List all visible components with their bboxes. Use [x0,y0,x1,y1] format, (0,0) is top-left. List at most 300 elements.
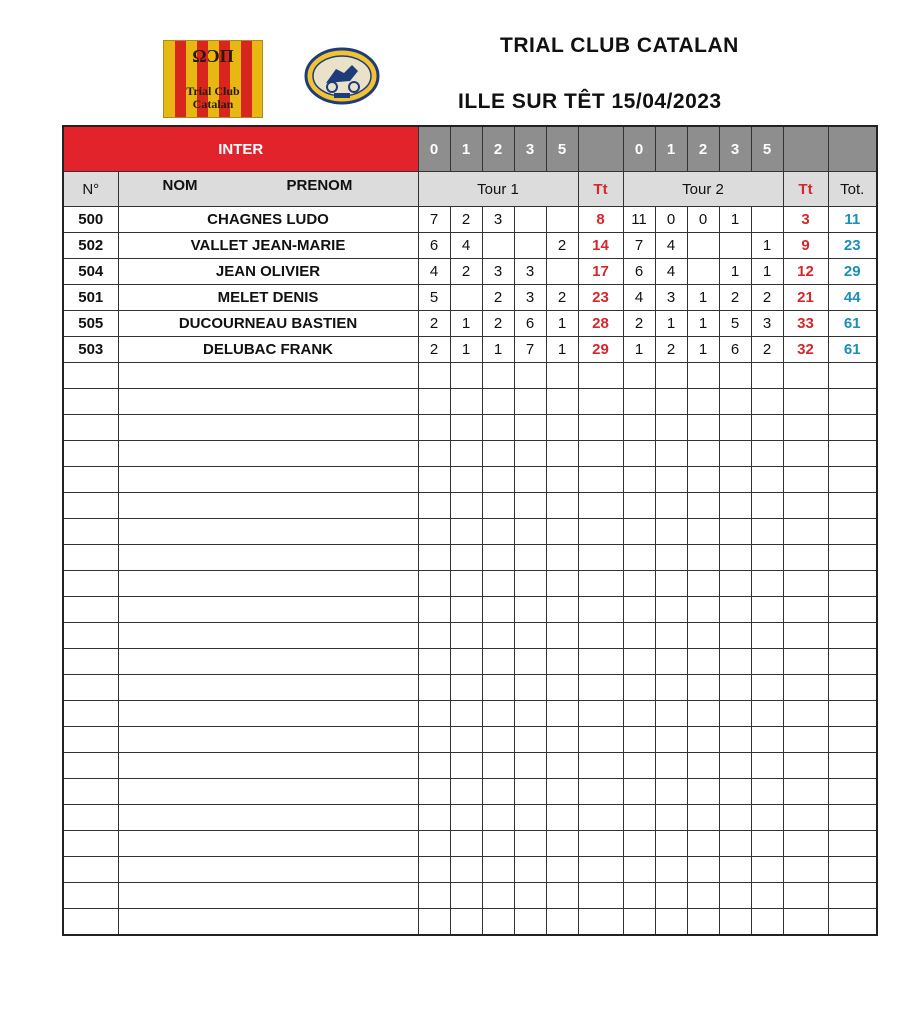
empty-cell [63,805,118,831]
empty-cell [118,363,418,389]
empty-cell [118,519,418,545]
tour2-count [687,259,719,285]
tour2-count: 1 [719,259,751,285]
empty-cell [828,701,877,727]
empty-cell [450,415,482,441]
empty-cell [63,857,118,883]
empty-cell [63,389,118,415]
tour1-pen-0: 0 [418,126,450,172]
tour1-total: 28 [578,311,623,337]
empty-cell [546,701,578,727]
empty-cell [783,415,828,441]
tour2-count: 1 [751,259,783,285]
empty-cell [719,597,751,623]
empty-cell [578,857,623,883]
empty-cell [482,519,514,545]
empty-cell [514,363,546,389]
empty-cell [514,493,546,519]
empty-cell [751,571,783,597]
tour2-count: 0 [687,207,719,233]
empty-cell [63,753,118,779]
empty-cell [655,623,687,649]
empty-cell [783,727,828,753]
empty-cell [751,597,783,623]
empty-cell [514,389,546,415]
empty-cell [418,883,450,909]
empty-cell [623,389,655,415]
table-row [63,259,877,285]
empty-cell [623,571,655,597]
empty-cell [118,415,418,441]
empty-cell [63,571,118,597]
overall-total: 11 [828,207,877,233]
empty-cell [783,779,828,805]
empty-cell [118,779,418,805]
tour2-count: 1 [687,311,719,337]
empty-cell [828,389,877,415]
empty-cell [655,779,687,805]
empty-cell [546,779,578,805]
empty-cell [783,649,828,675]
empty-cell [514,519,546,545]
empty-cell [719,909,751,936]
empty-cell [546,649,578,675]
tour2-count: 7 [623,233,655,259]
empty-cell [751,805,783,831]
tour1-count: 3 [514,285,546,311]
tour1-count: 2 [418,311,450,337]
empty-row [63,467,877,493]
tour1-count: 2 [450,207,482,233]
empty-cell [578,727,623,753]
empty-cell [546,597,578,623]
empty-cell [514,831,546,857]
empty-cell [751,467,783,493]
empty-cell [450,571,482,597]
rider-number: 501 [63,285,118,311]
empty-cell [719,571,751,597]
logo-emblem: ΩϽΠ [192,46,234,66]
rider-number: 505 [63,311,118,337]
empty-cell [828,805,877,831]
empty-cell [63,623,118,649]
empty-cell [623,805,655,831]
empty-cell [482,753,514,779]
empty-cell [546,493,578,519]
tour1-count: 3 [482,259,514,285]
col-nom-label: NOM [162,177,198,194]
empty-cell [418,441,450,467]
empty-cell [655,675,687,701]
event-title: ILLE SUR TÊT 15/04/2023 [458,90,722,113]
empty-cell [828,753,877,779]
empty-cell [687,493,719,519]
empty-cell [418,779,450,805]
empty-cell [63,467,118,493]
empty-cell [687,545,719,571]
empty-cell [751,363,783,389]
empty-cell [450,779,482,805]
empty-cell [687,519,719,545]
rider-number: 502 [63,233,118,259]
empty-cell [655,545,687,571]
empty-cell [514,805,546,831]
empty-cell [719,623,751,649]
tour2-count: 4 [655,233,687,259]
empty-row [63,753,877,779]
col-prenom-label: PRENOM [286,177,353,194]
empty-cell [118,571,418,597]
empty-cell [546,571,578,597]
empty-cell [63,675,118,701]
empty-cell [687,571,719,597]
empty-cell [687,805,719,831]
empty-cell [450,441,482,467]
empty-cell [118,467,418,493]
federation-logo [304,47,380,105]
empty-row [63,857,877,883]
empty-cell [482,571,514,597]
empty-cell [623,415,655,441]
empty-cell [63,909,118,936]
empty-cell [687,415,719,441]
tour2-total: 12 [783,259,828,285]
empty-cell [655,883,687,909]
empty-cell [719,467,751,493]
rider-name: CHAGNES LUDO [118,207,418,233]
empty-cell [450,519,482,545]
empty-cell [418,545,450,571]
empty-cell [828,727,877,753]
empty-cell [418,857,450,883]
empty-cell [578,649,623,675]
empty-cell [546,753,578,779]
empty-row [63,545,877,571]
empty-cell [828,493,877,519]
empty-cell [514,675,546,701]
tour1-count: 2 [482,285,514,311]
empty-cell [828,857,877,883]
empty-row [63,623,877,649]
empty-row [63,571,877,597]
tour2-count: 3 [655,285,687,311]
empty-cell [482,831,514,857]
empty-cell [482,415,514,441]
empty-cell [655,805,687,831]
empty-cell [118,649,418,675]
empty-cell [546,415,578,441]
empty-cell [118,805,418,831]
empty-cell [63,441,118,467]
empty-cell [63,779,118,805]
empty-cell [655,649,687,675]
rider-number: 500 [63,207,118,233]
empty-cell [482,701,514,727]
empty-row [63,519,877,545]
empty-cell [751,883,783,909]
empty-cell [578,909,623,936]
overall-total: 44 [828,285,877,311]
tour1-count: 4 [418,259,450,285]
empty-cell [450,545,482,571]
empty-cell [63,883,118,909]
empty-cell [719,415,751,441]
table-row [63,337,877,363]
empty-cell [687,389,719,415]
empty-cell [655,727,687,753]
empty-cell [482,363,514,389]
tour2-tt-header-blank [783,126,828,172]
empty-cell [719,701,751,727]
empty-cell [623,701,655,727]
empty-cell [482,805,514,831]
empty-cell [450,675,482,701]
empty-row [63,415,877,441]
category-label: INTER [63,126,418,172]
empty-cell [482,467,514,493]
tour2-pen-3: 3 [719,126,751,172]
empty-cell [514,441,546,467]
empty-cell [578,441,623,467]
overall-total: 23 [828,233,877,259]
empty-cell [450,857,482,883]
empty-row [63,701,877,727]
empty-cell [418,727,450,753]
empty-cell [828,831,877,857]
tour1-pen-1: 1 [450,126,482,172]
empty-cell [63,701,118,727]
tour2-count: 2 [655,337,687,363]
empty-cell [578,779,623,805]
total-label: Tot. [828,172,877,207]
empty-cell [655,571,687,597]
empty-cell [623,779,655,805]
empty-cell [828,623,877,649]
col-num-header: N° [63,172,118,207]
empty-cell [450,727,482,753]
empty-cell [719,675,751,701]
empty-cell [578,493,623,519]
empty-cell [546,363,578,389]
empty-cell [118,727,418,753]
empty-cell [751,649,783,675]
empty-cell [751,623,783,649]
empty-cell [719,883,751,909]
empty-row [63,363,877,389]
empty-cell [578,519,623,545]
empty-cell [578,805,623,831]
empty-cell [418,389,450,415]
empty-cell [623,649,655,675]
empty-row [63,675,877,701]
empty-cell [482,883,514,909]
tour2-pen-1: 1 [655,126,687,172]
rider-number: 504 [63,259,118,285]
empty-cell [450,623,482,649]
empty-cell [450,649,482,675]
empty-cell [578,389,623,415]
empty-cell [623,363,655,389]
empty-cell [687,675,719,701]
empty-row [63,597,877,623]
empty-cell [623,441,655,467]
empty-cell [118,909,418,936]
tour1-pen-2: 2 [482,126,514,172]
empty-cell [623,493,655,519]
empty-cell [450,883,482,909]
empty-cell [687,779,719,805]
empty-cell [623,753,655,779]
empty-cell [719,363,751,389]
empty-cell [546,831,578,857]
tour1-total: 8 [578,207,623,233]
rider-name: VALLET JEAN-MARIE [118,233,418,259]
empty-cell [623,467,655,493]
empty-cell [63,519,118,545]
empty-cell [546,623,578,649]
tour2-count [751,207,783,233]
tour1-count: 3 [514,259,546,285]
empty-cell [418,415,450,441]
tour2-count: 2 [623,311,655,337]
tour2-count: 4 [623,285,655,311]
empty-cell [751,831,783,857]
empty-cell [719,493,751,519]
empty-cell [655,597,687,623]
empty-cell [783,857,828,883]
empty-cell [751,675,783,701]
club-title: TRIAL CLUB CATALAN [500,34,739,57]
empty-cell [418,805,450,831]
overall-total: 61 [828,337,877,363]
empty-cell [655,441,687,467]
tour2-count: 1 [687,285,719,311]
empty-cell [623,909,655,936]
empty-cell [450,467,482,493]
empty-cell [578,701,623,727]
empty-cell [719,389,751,415]
empty-cell [623,623,655,649]
empty-cell [482,649,514,675]
empty-cell [719,805,751,831]
empty-cell [687,857,719,883]
empty-cell [828,883,877,909]
tour1-count: 2 [482,311,514,337]
empty-cell [418,831,450,857]
tour2-count: 11 [623,207,655,233]
empty-cell [751,493,783,519]
empty-cell [828,415,877,441]
tour2-count: 1 [687,337,719,363]
empty-cell [514,909,546,936]
empty-cell [63,649,118,675]
empty-cell [578,831,623,857]
tour1-total: 29 [578,337,623,363]
empty-cell [783,571,828,597]
empty-cell [751,753,783,779]
empty-cell [63,545,118,571]
header-row-labels [63,172,877,207]
empty-cell [118,623,418,649]
empty-cell [450,831,482,857]
rider-name: DELUBAC FRANK [118,337,418,363]
empty-cell [783,753,828,779]
empty-cell [783,597,828,623]
empty-cell [578,623,623,649]
empty-cell [655,857,687,883]
empty-cell [546,883,578,909]
empty-cell [623,519,655,545]
logo-text-line-2: Catalan [192,97,234,111]
tour1-pen-5: 5 [546,126,578,172]
tour1-label: Tour 1 [418,172,578,207]
empty-row [63,779,877,805]
tour1-count: 1 [546,311,578,337]
tour1-count [482,233,514,259]
empty-cell [828,363,877,389]
empty-cell [783,441,828,467]
empty-cell [719,545,751,571]
tour1-count: 1 [450,311,482,337]
empty-cell [418,493,450,519]
empty-cell [751,415,783,441]
empty-row [63,805,877,831]
empty-row [63,909,877,936]
empty-cell [687,441,719,467]
empty-cell [623,727,655,753]
empty-cell [783,909,828,936]
empty-cell [118,675,418,701]
empty-cell [751,545,783,571]
empty-cell [63,363,118,389]
tour2-total: 21 [783,285,828,311]
tour2-pen-2: 2 [687,126,719,172]
empty-cell [828,675,877,701]
tour2-total: 33 [783,311,828,337]
empty-cell [514,597,546,623]
empty-cell [514,467,546,493]
empty-cell [546,909,578,936]
empty-cell [687,753,719,779]
empty-cell [751,857,783,883]
empty-cell [783,883,828,909]
empty-cell [623,675,655,701]
tour2-count: 4 [655,259,687,285]
tour2-label: Tour 2 [623,172,783,207]
tour2-count: 2 [751,337,783,363]
empty-cell [751,441,783,467]
empty-cell [418,753,450,779]
empty-cell [578,415,623,441]
table-row [63,311,877,337]
rider-name: JEAN OLIVIER [118,259,418,285]
tour1-count [514,233,546,259]
tour1-count: 7 [514,337,546,363]
tour2-pen-0: 0 [623,126,655,172]
empty-cell [418,701,450,727]
empty-cell [719,441,751,467]
tour1-count: 6 [418,233,450,259]
tour1-count: 1 [546,337,578,363]
empty-cell [118,493,418,519]
empty-cell [655,909,687,936]
tour1-count [546,207,578,233]
empty-cell [514,883,546,909]
empty-cell [482,909,514,936]
empty-cell [655,493,687,519]
empty-cell [546,389,578,415]
empty-cell [623,857,655,883]
